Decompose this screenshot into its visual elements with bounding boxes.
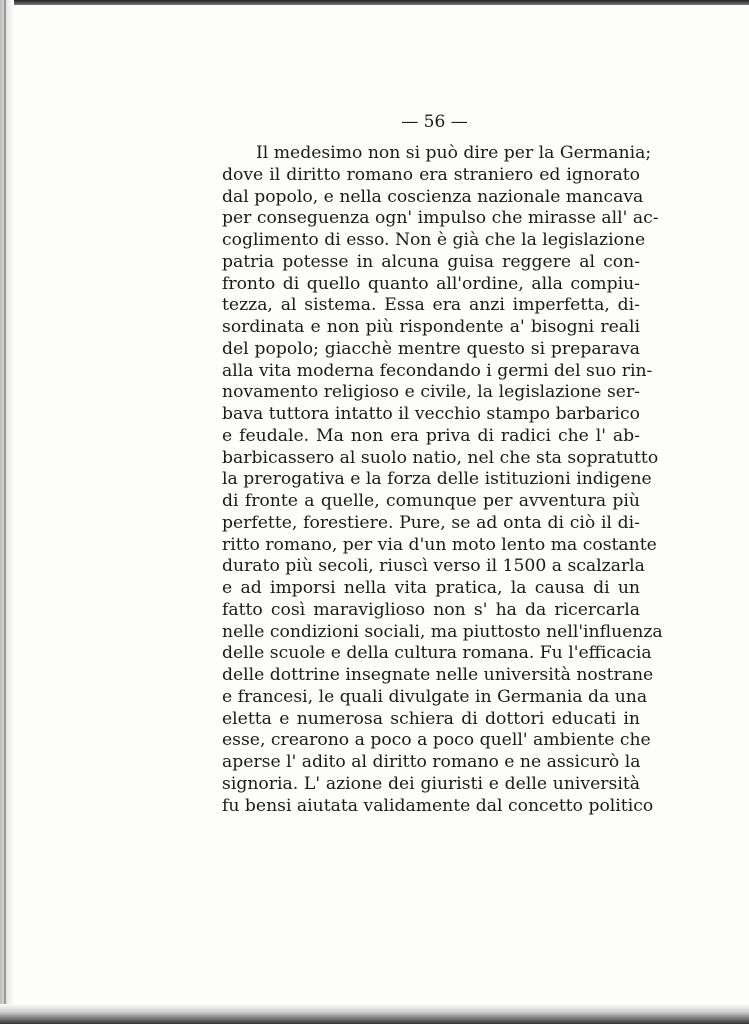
text-line: perfette, forestiere. Pure, se ad onta di ciò il di- (222, 512, 640, 533)
page-number: — 56 — (401, 112, 468, 132)
text-line: durato più secoli, riuscì verso il 1500 a scalzarla (222, 556, 645, 577)
text-line: Il medesimo non si può dire per la Germania; (256, 143, 652, 163)
text-line: novamento religioso e civile, la legislazione ser- (222, 382, 640, 403)
scan-top-edge (0, 0, 749, 5)
body-text (222, 143, 663, 817)
text-line: dove il diritto romano era straniero ed ignorato (222, 164, 640, 185)
text-line: tezza, al sistema. Essa era anzi imperfetta, di- (222, 295, 640, 316)
text-line: e ad imporsi nella vita pratica, la causa di un (222, 578, 640, 598)
text-line: eletta e numerosa schiera di dottori educati in (222, 708, 640, 729)
text-line: di fronte a quelle, comunque per avventura più (222, 491, 640, 511)
text-line: barbicassero al suolo natio, nel che sta sopratutto (222, 447, 659, 468)
text-line: aperse l' adito al diritto romano e ne assicurò la (222, 752, 641, 772)
text-line: per conseguenza ogn' impulso che mirasse all' ac- (222, 208, 659, 229)
text-line: dal popolo, e nella coscienza nazionale mancava (222, 186, 644, 207)
text-line: ritto romano, per via d'un moto lento ma costante (222, 534, 657, 555)
text-line: e francesi, le quali divulgate in Germania da una (222, 686, 648, 707)
text-line: delle scuole e della cultura romana. Fu l'efficacia (222, 643, 652, 664)
text-line: alla vita moderna fecondando i germi del suo rin- (222, 360, 653, 381)
text-line: del popolo; giacchè mentre questo si preparava (222, 338, 640, 359)
text-line: esse, crearono a poco a poco quell' ambiente che (222, 730, 651, 751)
scan-binding-edge (0, 0, 14, 1024)
text-line: fronto di quello quanto all'ordine, alla compiu- (222, 273, 640, 294)
scan-bottom-edge (0, 1004, 749, 1024)
text-line: bava tuttora intatto il vecchio stampo barbarico (222, 404, 640, 424)
text-line: coglimento di esso. Non è già che la legislazione (222, 230, 646, 250)
text-line: fatto così maraviglioso non s' ha da ricercarla (222, 599, 640, 620)
text-line: sordinata e non più rispondente a' bisogni reali (222, 317, 640, 337)
text-line: nelle condizioni sociali, ma piuttosto nell'influenza (222, 621, 663, 642)
text-line: fu bensi aiutata validamente dal concetto politico (222, 795, 654, 816)
text-line: la prerogativa e la forza delle istituzioni indigene (222, 469, 652, 490)
text-line: signoria. L' azione dei giuristi e delle università (222, 773, 640, 794)
text-line: delle dottrine insegnate nelle università nostrane (222, 665, 654, 685)
text-line: e feudale. Ma non era priva di radici che l' ab- (222, 425, 640, 446)
text-line: patria potesse in alcuna guisa reggere al con- (222, 251, 640, 272)
